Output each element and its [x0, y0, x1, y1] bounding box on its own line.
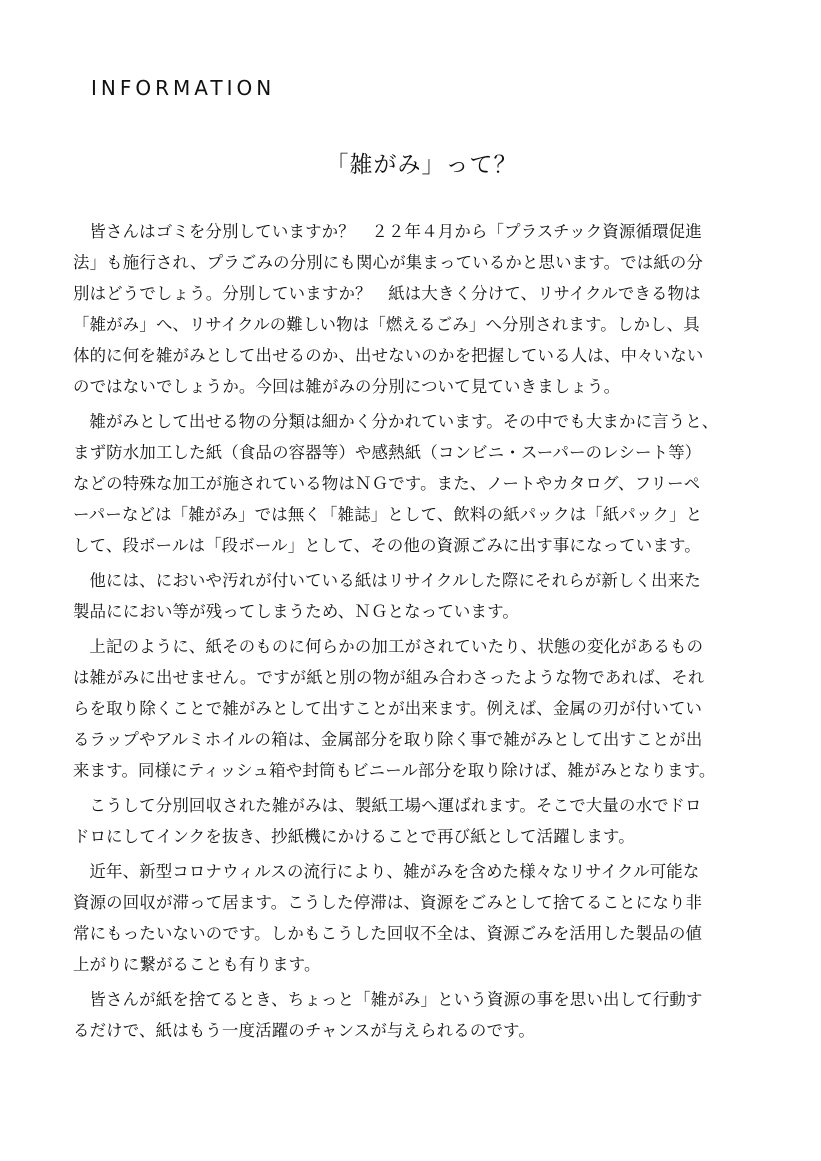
text-line: 他には、においや汚れが付いている紙はリサイクルした際にそれらが新しく出来た — [89, 571, 701, 590]
text-line: ドロにしてインクを抜き、抄紙機にかけることで再び紙として活躍します。 — [73, 827, 635, 846]
text-line: して、段ボールは「段ボール」として、その他の資源ごみに出す事になっています。 — [73, 536, 701, 555]
text-line: ーパーなどは「雑がみ」では無く「雑誌」として、飲料の紙パックは「紙パック」と — [73, 505, 703, 524]
paragraph — [73, 631, 753, 786]
text-line: 皆さんはゴミを分別していますか？ ２２年４月から「プラスチック資源循環促進 — [89, 222, 702, 241]
text-line: は雑がみに出せません。ですが紙と別の物が組み合わさったような物であれば、それ — [73, 668, 705, 687]
text-line: 皆さんが紙を捨てるとき、ちょっと「雑がみ」という資源の事を思い出して行動す — [89, 990, 703, 1009]
text-line: 近年、新型コロナウィルスの流行により、雑がみを含めた様々なリサイクル可能な — [89, 862, 700, 881]
text-line: 「雑がみ」へ、リサイクルの難しい物は「燃えるごみ」へ分別されます。しかし、具 — [73, 315, 700, 334]
paragraph — [73, 565, 753, 627]
text-line: 上記のように、紙そのものに何らかの加工がされていたり、状態の変化があるもの — [89, 637, 704, 656]
text-line: 製品ににおい等が残ってしまうため、ＮＧとなっています。 — [73, 602, 519, 621]
text-line: まず防水加工した紙（食品の容器等）や感熱紙（コンビニ・スーパーのレシート等） — [73, 443, 702, 462]
paragraph — [73, 856, 753, 980]
text-line: 常にもったいないのです。しかもこうした回収不全は、資源ごみを活用した製品の値 — [73, 924, 703, 943]
text-line: 別はどうでしょう。分別していますか？ 紙は大きく分けて、リサイクルできる物は — [73, 284, 701, 303]
article-title: 「雑がみ」って？ — [325, 152, 518, 178]
text-line: 雑がみとして出せる物の分類は細かく分かれています。その中でも大まかに言うと、 — [89, 412, 719, 431]
text-line: のではないでしょうか。今回は雑がみの分別について見ていきましょう。 — [73, 377, 621, 396]
text-line: 資源の回収が滞って居ます。こうした停滞は、資源をごみとして捨てることになり非 — [73, 893, 703, 912]
text-line: 体的に何を雑がみとして出せるのか、出せないのかを把握している人は、中々いない — [73, 346, 704, 365]
paragraph — [73, 406, 753, 561]
article-body — [73, 216, 753, 1050]
text-line: 法」も施行され、プラごみの分別にも関心が集まっているかと思います。では紙の分 — [73, 253, 704, 272]
section-label: INFORMATION — [91, 76, 276, 100]
paragraph — [73, 790, 753, 852]
text-line: こうして分別回収された雑がみは、製紙工場へ運ばれます。そこで大量の水でドロ — [89, 796, 702, 815]
text-line: 上がりに繋がることも有ります。 — [73, 955, 321, 974]
text-line: などの特殊な加工が施されている物はＮＧです。また、ノートやカタログ、フリーペ — [73, 474, 701, 493]
text-line: らを取り除くことで雑がみとして出すことが出来ます。例えば、金属の刃が付いてい — [73, 699, 703, 718]
text-line: るだけで、紙はもう一度活躍のチャンスが与えられるのです。 — [73, 1021, 535, 1040]
paragraph — [73, 216, 753, 402]
text-line: 来ます。同様にティッシュ箱や封筒もビニール部分を取り除けば、雑がみとなります。 — [73, 761, 716, 780]
text-line: るラップやアルミホイルの箱は、金属部分を取り除く事で雑がみとして出すことが出 — [73, 730, 703, 749]
paragraph — [73, 984, 753, 1046]
